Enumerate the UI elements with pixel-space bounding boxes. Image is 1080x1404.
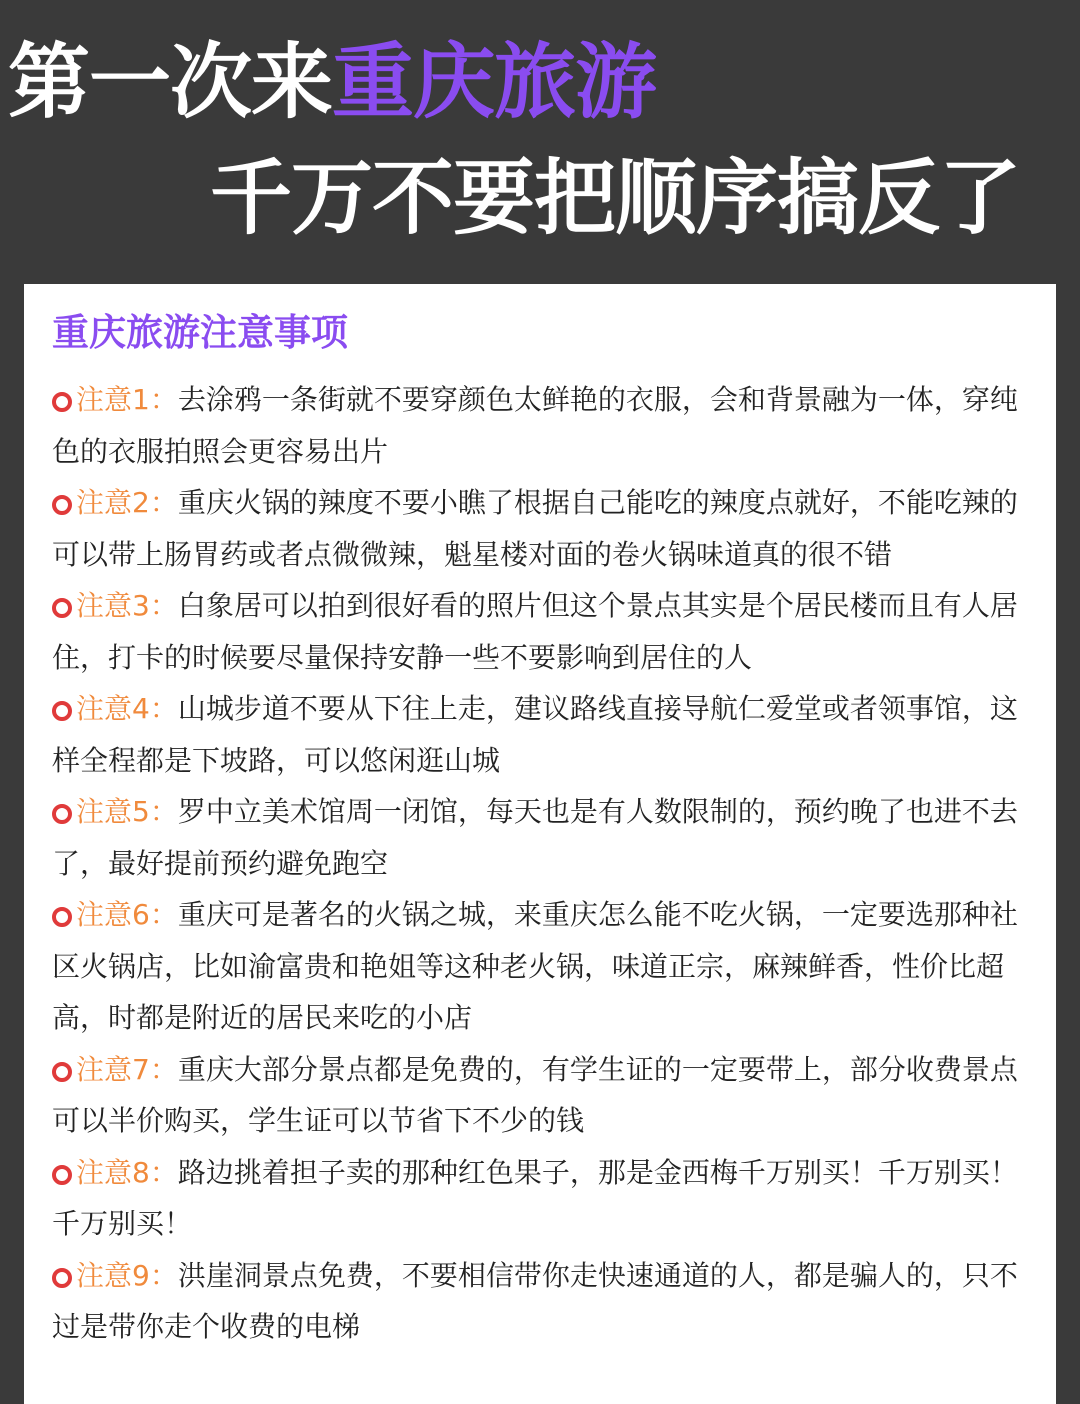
red-circle-icon [52, 1062, 72, 1082]
red-circle-icon [52, 598, 72, 618]
red-circle-icon [52, 1268, 72, 1288]
card-title: 重庆旅游注意事项 [52, 311, 348, 354]
red-circle-icon [52, 701, 72, 721]
note-text: 重庆火锅的辣度不要小瞧了根据自己能吃的辣度点就好，不能吃辣的可以带上肠胃药或者点微微辣，魁星楼对面的卷火锅味道真的很不错 [52, 486, 1018, 571]
note-text: 重庆可是著名的火锅之城，来重庆怎么能不吃火锅，一定要选那种社区火锅店，比如渝富贵和艳姐等这种老火锅，味道正宗，麻辣鲜香，性价比超高，时都是附近的居民来吃的小店 [52, 898, 1018, 1034]
title-line-2: 千万不要把顺序搞反了 [210, 151, 1021, 246]
note-text: 罗中立美术馆周一闭馆，每天也是有人数限制的，预约晚了也进不去了，最好提前预约避免跑空 [52, 795, 1018, 880]
note-text: 路边挑着担子卖的那种红色果子，那是金西梅千万别买！千万别买！千万别买！ [52, 1155, 1018, 1240]
red-circle-icon [52, 392, 72, 412]
note-item-2 [52, 477, 1026, 580]
note-label: 注意9： [76, 1258, 178, 1292]
red-circle-icon [52, 1165, 72, 1185]
note-label: 注意1： [76, 383, 178, 416]
note-text: 山城步道不要从下往上走，建议路线直接导航仁爱堂或者领事馆，这样全程都是下坡路，可以悠闲逛山城 [52, 692, 1018, 777]
note-label: 注意5： [76, 795, 178, 828]
note-text: 去涂鸦一条街就不要穿颜色太鲜艳的衣服，会和背景融为一体，穿纯色的衣服拍照会更容易出片 [52, 383, 1018, 468]
note-label: 注意8： [76, 1155, 178, 1189]
note-text: 洪崖洞景点免费，不要相信带你走快速通道的人，都是骗人的，只不过是带你走个收费的电梯 [52, 1258, 1018, 1343]
note-label: 注意7： [76, 1052, 178, 1086]
note-item-1 [52, 374, 1026, 477]
note-label: 注意6： [76, 898, 178, 931]
note-text: 白象居可以拍到很好看的照片但这个景点其实是个居民楼而且有人居住，打卡的时候要尽量保持安静一些不要影响到居住的人 [52, 589, 1018, 674]
title-purple-part: 重庆旅游 [332, 35, 657, 130]
red-circle-icon [52, 804, 72, 824]
note-item-9 [52, 1250, 1026, 1353]
title-white-part: 第一次来 [8, 35, 333, 130]
note-item-3 [52, 580, 1026, 683]
note-label: 注意3： [76, 589, 178, 622]
note-item-6 [52, 889, 1026, 1044]
red-circle-icon [52, 495, 72, 515]
note-label: 注意4： [76, 692, 178, 725]
header-banner [0, 0, 1080, 282]
note-item-8 [52, 1147, 1026, 1250]
title-line-1 [8, 28, 656, 138]
note-text: 重庆大部分景点都是免费的，有学生证的一定要带上，部分收费景点可以半价购买，学生证可以节省下不少的钱 [52, 1052, 1018, 1137]
red-circle-icon [52, 907, 72, 927]
tips-card [24, 284, 1056, 1404]
note-item-5 [52, 786, 1026, 889]
note-item-7 [52, 1044, 1026, 1147]
note-item-4 [52, 683, 1026, 786]
note-label: 注意2： [76, 486, 178, 519]
